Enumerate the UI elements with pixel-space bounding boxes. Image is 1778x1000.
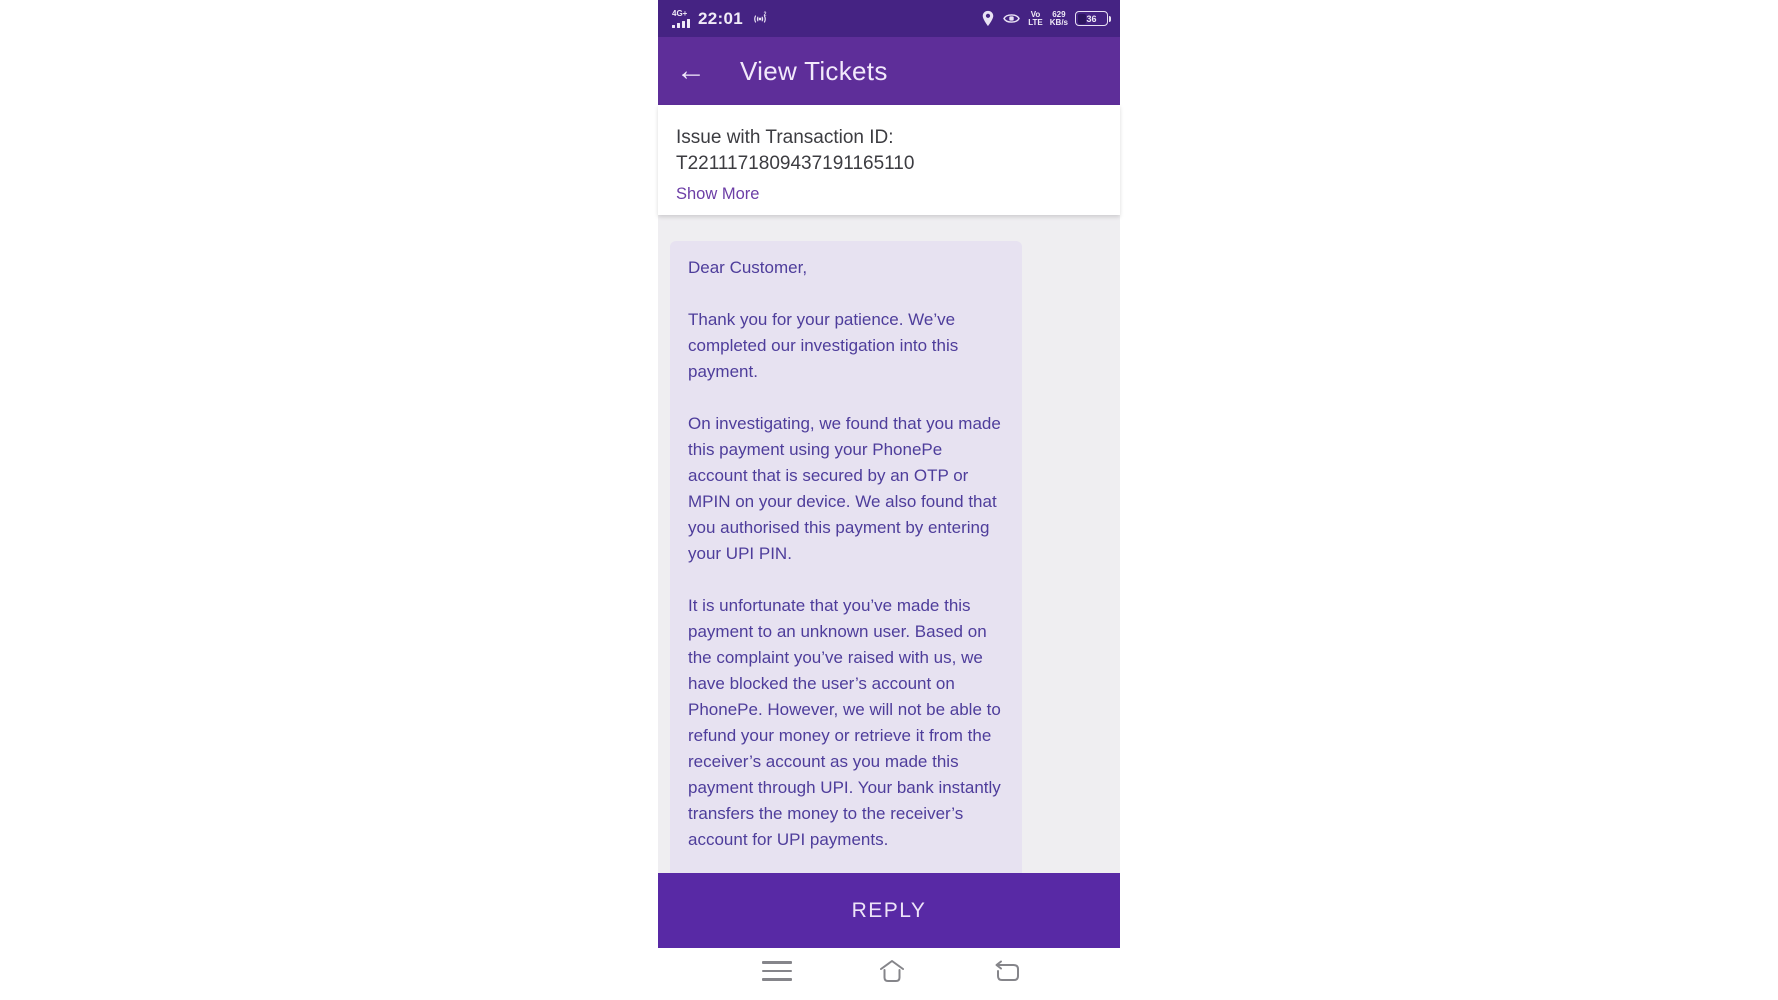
status-bar	[658, 0, 1120, 37]
message-paragraph: On investigating, we found that you made this payment using your PhonePe account that is secured by an OTP or MPIN on your device. We also found that you authorised this payment by entering your UPI PIN.	[688, 414, 1001, 563]
ticket-title-line1: Issue with Transaction ID:	[676, 127, 894, 148]
support-message-bubble	[670, 241, 1022, 905]
home-icon[interactable]	[875, 956, 909, 986]
svg-text:2: 2	[763, 11, 767, 18]
signal-strength-icon	[672, 19, 690, 28]
wifi-calling-icon	[751, 11, 769, 27]
page-title: View Tickets	[740, 55, 888, 86]
message-paragraph: It is unfortunate that you’ve made this payment to an unknown user. Based on the complaint you’ve raised with us, we have blocked the user’s account on PhonePe. However, we will not be able to refund your money or retrieve it from the receiver’s account as you made this payment through UPI. Your bank instantly transfers the money to the receiver’s account for UPI payments.	[688, 596, 1001, 849]
message-paragraph: Thank you for your patience. We’ve completed our investigation into this payment.	[688, 310, 959, 381]
ticket-conversation-area[interactable]	[658, 215, 1120, 873]
phone-screen	[658, 0, 1120, 1000]
network-type-label: 4G+	[672, 8, 688, 18]
location-icon	[981, 10, 995, 27]
ticket-transaction-id: T2211171809437191165110	[676, 153, 915, 174]
battery-percent: 36	[1086, 13, 1097, 24]
battery-icon	[1075, 11, 1108, 26]
signal-bars-icon	[672, 10, 690, 28]
reply-button[interactable]	[658, 873, 1120, 948]
reply-button-label: REPLY	[851, 898, 927, 922]
show-more-link[interactable]: Show More	[676, 185, 760, 203]
app-bar	[658, 37, 1120, 105]
clock-time: 22:01	[698, 8, 743, 28]
network-speed-indicator: 629 KB/s	[1049, 9, 1068, 27]
back-icon[interactable]	[990, 956, 1024, 986]
android-navigation-bar	[658, 948, 1120, 1000]
ticket-summary-card[interactable]	[658, 105, 1120, 215]
message-paragraph: Dear Customer,	[688, 258, 808, 277]
ticket-title	[676, 125, 1102, 177]
back-arrow-icon[interactable]: ←	[676, 54, 706, 87]
volte-indicator: Vo LTE	[1028, 9, 1043, 27]
recent-apps-menu-icon[interactable]	[760, 956, 794, 986]
eye-icon	[1002, 11, 1021, 26]
